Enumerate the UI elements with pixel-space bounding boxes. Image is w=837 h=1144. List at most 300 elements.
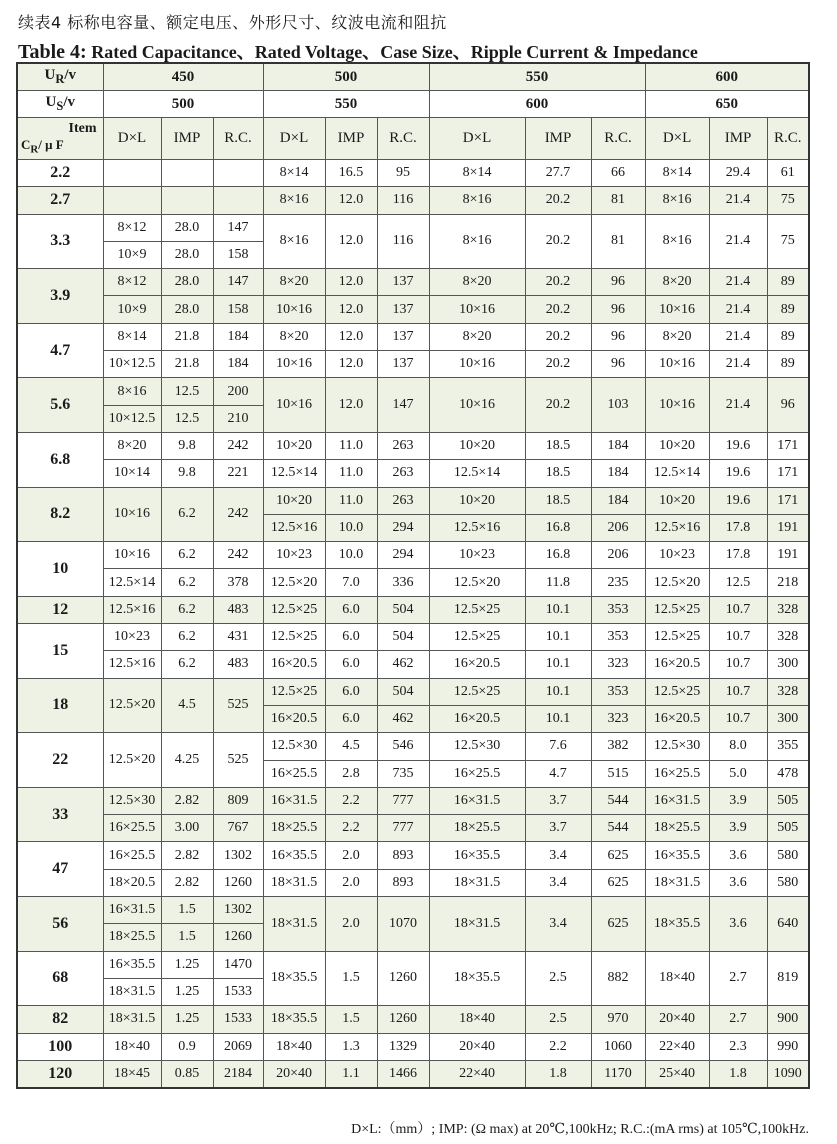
ur-header: $U_R/v$: [17, 63, 103, 91]
table-row: [17, 842, 809, 869]
rc-cell: 221: [213, 460, 263, 487]
imp-cell: 2.7: [709, 951, 767, 1006]
imp-cell: 12.5: [161, 378, 213, 405]
ur-value: 550: [429, 63, 645, 91]
rc-cell: 336: [377, 569, 429, 596]
empty-cell: [103, 187, 161, 214]
size-cell: 8×16: [103, 378, 161, 405]
size-cell: 12.5×25: [429, 596, 525, 623]
size-cell: 10×16: [263, 296, 325, 323]
rc-cell: 478: [767, 760, 809, 787]
size-cell: 8×12: [103, 269, 161, 296]
size-cell: 12.5×14: [645, 460, 709, 487]
rc-cell: 353: [591, 678, 645, 705]
size-cell: 10×14: [103, 460, 161, 487]
rc-cell: 353: [591, 596, 645, 623]
table-row: [17, 378, 809, 405]
capacitance-cell: 15: [17, 624, 103, 679]
rc-cell: 777: [377, 815, 429, 842]
rc-cell: 147: [213, 214, 263, 241]
imp-cell: 3.7: [525, 787, 591, 814]
size-cell: 16×35.5: [263, 842, 325, 869]
imp-cell: 10.1: [525, 651, 591, 678]
size-cell: 18×40: [103, 1033, 161, 1060]
table-row: [17, 351, 809, 378]
size-cell: 16×31.5: [263, 787, 325, 814]
rc-cell: 2069: [213, 1033, 263, 1060]
size-cell: 20×40: [429, 1033, 525, 1060]
size-cell: 18×25.5: [429, 815, 525, 842]
rc-cell: 483: [213, 596, 263, 623]
item-capacitance-corner: [17, 118, 103, 160]
size-cell: 18×35.5: [263, 951, 325, 1006]
size-cell: 18×40: [645, 951, 709, 1006]
size-cell: 16×20.5: [263, 705, 325, 732]
size-cell: 10×16: [429, 351, 525, 378]
capacitance-cell: 68: [17, 951, 103, 1006]
rc-cell: 210: [213, 405, 263, 432]
size-cell: 10×9: [103, 296, 161, 323]
size-cell: 12.5×14: [263, 460, 325, 487]
table-title: Rated Capacitance、Rated Voltage、Case Size、Ripple Current & Impedance: [91, 42, 698, 62]
imp-cell: 16.8: [525, 514, 591, 541]
rc-cell: 328: [767, 624, 809, 651]
empty-cell: [161, 187, 213, 214]
rc-cell: 1466: [377, 1060, 429, 1088]
imp-cell: 21.4: [709, 351, 767, 378]
size-cell: 8×20: [263, 269, 325, 296]
size-cell: 16×35.5: [103, 951, 161, 978]
table-row: [17, 733, 809, 760]
imp-cell: 9.8: [161, 460, 213, 487]
size-cell: 10×12.5: [103, 405, 161, 432]
rc-cell: 1260: [213, 869, 263, 896]
rc-cell: 504: [377, 678, 429, 705]
imp-cell: 12.0: [325, 296, 377, 323]
size-cell: 10×23: [429, 542, 525, 569]
rc-cell: 61: [767, 160, 809, 187]
column-header: D×L: [645, 118, 709, 160]
imp-cell: 2.0: [325, 897, 377, 952]
column-header: R.C.: [767, 118, 809, 160]
size-cell: 12.5×25: [263, 596, 325, 623]
empty-cell: [213, 160, 263, 187]
table-row: [17, 569, 809, 596]
rc-cell: 89: [767, 351, 809, 378]
capacitance-cell: 22: [17, 733, 103, 788]
rc-cell: 809: [213, 787, 263, 814]
size-cell: 10×20: [429, 432, 525, 459]
size-cell: 8×20: [645, 323, 709, 350]
rc-cell: 355: [767, 733, 809, 760]
rc-cell: 1302: [213, 897, 263, 924]
column-header: IMP: [325, 118, 377, 160]
imp-cell: 20.2: [525, 214, 591, 269]
rc-cell: 1533: [213, 978, 263, 1005]
size-cell: 10×16: [263, 351, 325, 378]
table-row: [17, 296, 809, 323]
imp-cell: 10.7: [709, 678, 767, 705]
table-row: [17, 542, 809, 569]
imp-cell: 12.0: [325, 323, 377, 350]
rc-cell: 158: [213, 296, 263, 323]
footnote: D×L:（mm）; IMP: (Ω max) at 20℃,100kHz; R.C.:(mA rms) at 105℃,100kHz.: [351, 1122, 809, 1137]
imp-cell: 20.2: [525, 323, 591, 350]
rc-cell: 89: [767, 323, 809, 350]
size-cell: 8×16: [429, 187, 525, 214]
imp-cell: 2.82: [161, 787, 213, 814]
us-value: 600: [429, 91, 645, 118]
column-header: R.C.: [591, 118, 645, 160]
surge-voltage-row: [17, 91, 809, 118]
column-header: D×L: [263, 118, 325, 160]
size-cell: 16×25.5: [645, 760, 709, 787]
imp-cell: 10.7: [709, 624, 767, 651]
imp-cell: 18.5: [525, 460, 591, 487]
size-cell: 10×9: [103, 241, 161, 268]
table-row: [17, 214, 809, 241]
size-cell: 10×20: [645, 487, 709, 514]
rc-cell: 116: [377, 214, 429, 269]
rc-cell: 625: [591, 897, 645, 952]
rc-cell: 81: [591, 214, 645, 269]
size-cell: 18×20.5: [103, 869, 161, 896]
imp-cell: 27.7: [525, 160, 591, 187]
imp-cell: 3.6: [709, 869, 767, 896]
imp-cell: 12.0: [325, 378, 377, 433]
size-cell: 10×20: [263, 487, 325, 514]
size-cell: 8×20: [103, 432, 161, 459]
imp-cell: 6.2: [161, 487, 213, 542]
imp-cell: 20.2: [525, 378, 591, 433]
rc-cell: 137: [377, 296, 429, 323]
imp-cell: 2.5: [525, 951, 591, 1006]
us-header: $U_S/v$: [17, 91, 103, 118]
rc-cell: 462: [377, 705, 429, 732]
imp-cell: 3.6: [709, 897, 767, 952]
imp-cell: 19.6: [709, 432, 767, 459]
rc-cell: 777: [377, 787, 429, 814]
rc-cell: 819: [767, 951, 809, 1006]
rc-cell: 893: [377, 842, 429, 869]
rc-cell: 171: [767, 487, 809, 514]
us-value: 500: [103, 91, 263, 118]
capacitance-cell: 8.2: [17, 487, 103, 542]
imp-cell: 6.0: [325, 651, 377, 678]
imp-cell: 11.0: [325, 460, 377, 487]
imp-cell: 12.5: [161, 405, 213, 432]
imp-cell: 10.1: [525, 596, 591, 623]
size-cell: 12.5×30: [645, 733, 709, 760]
table-row: [17, 323, 809, 350]
size-cell: 10×20: [263, 432, 325, 459]
imp-cell: 20.2: [525, 269, 591, 296]
imp-cell: 3.9: [709, 787, 767, 814]
imp-cell: 2.2: [325, 787, 377, 814]
size-cell: 20×40: [263, 1060, 325, 1088]
empty-cell: [213, 187, 263, 214]
us-value: 650: [645, 91, 809, 118]
table-row: [17, 187, 809, 214]
ur-value: 600: [645, 63, 809, 91]
imp-cell: 18.5: [525, 487, 591, 514]
capacitor-spec-table: [16, 62, 810, 1089]
rc-cell: 263: [377, 432, 429, 459]
size-cell: 18×31.5: [645, 869, 709, 896]
imp-cell: 16.5: [325, 160, 377, 187]
rc-cell: 89: [767, 296, 809, 323]
rc-cell: 525: [213, 733, 263, 788]
size-cell: 18×25.5: [263, 815, 325, 842]
size-cell: 18×31.5: [429, 897, 525, 952]
size-cell: 12.5×30: [263, 733, 325, 760]
ur-value: 500: [263, 63, 429, 91]
size-cell: 8×20: [429, 323, 525, 350]
size-cell: 16×20.5: [645, 651, 709, 678]
column-header: IMP: [709, 118, 767, 160]
rc-cell: 242: [213, 487, 263, 542]
item-label: Item: [68, 121, 97, 136]
imp-cell: 21.4: [709, 269, 767, 296]
size-cell: 12.5×20: [645, 569, 709, 596]
imp-cell: 6.2: [161, 569, 213, 596]
imp-cell: 21.4: [709, 296, 767, 323]
table-row: [17, 869, 809, 896]
size-cell: 8×14: [429, 160, 525, 187]
rc-cell: 2184: [213, 1060, 263, 1088]
rc-cell: 103: [591, 378, 645, 433]
size-cell: 8×16: [645, 187, 709, 214]
imp-cell: 2.2: [325, 815, 377, 842]
size-cell: 12.5×25: [263, 624, 325, 651]
imp-cell: 2.82: [161, 869, 213, 896]
table-row: [17, 1033, 809, 1060]
size-cell: 10×23: [645, 542, 709, 569]
rc-cell: 89: [767, 269, 809, 296]
rc-cell: 184: [213, 323, 263, 350]
table-label: Table 4:: [18, 41, 87, 63]
imp-cell: 21.8: [161, 323, 213, 350]
rc-cell: 300: [767, 651, 809, 678]
rc-cell: 1329: [377, 1033, 429, 1060]
size-cell: 22×40: [645, 1033, 709, 1060]
imp-cell: 12.0: [325, 269, 377, 296]
imp-cell: 6.0: [325, 678, 377, 705]
size-cell: 8×20: [263, 323, 325, 350]
rc-cell: 625: [591, 869, 645, 896]
rc-cell: 294: [377, 514, 429, 541]
size-cell: 12.5×25: [645, 678, 709, 705]
imp-cell: 0.9: [161, 1033, 213, 1060]
column-header: R.C.: [213, 118, 263, 160]
size-cell: 10×20: [645, 432, 709, 459]
imp-cell: 2.7: [709, 1006, 767, 1033]
rc-cell: 95: [377, 160, 429, 187]
imp-cell: 10.7: [709, 596, 767, 623]
rc-cell: 300: [767, 705, 809, 732]
size-cell: 18×45: [103, 1060, 161, 1088]
size-cell: 16×31.5: [429, 787, 525, 814]
imp-cell: 4.25: [161, 733, 213, 788]
rc-cell: 147: [213, 269, 263, 296]
imp-cell: 1.25: [161, 951, 213, 978]
rc-cell: 242: [213, 542, 263, 569]
imp-cell: 28.0: [161, 241, 213, 268]
us-value: 550: [263, 91, 429, 118]
size-cell: 12.5×20: [103, 678, 161, 733]
imp-cell: 4.5: [161, 678, 213, 733]
imp-cell: 3.9: [709, 815, 767, 842]
size-cell: 18×25.5: [645, 815, 709, 842]
imp-cell: 2.2: [525, 1033, 591, 1060]
capacitance-cell: 3.9: [17, 269, 103, 324]
size-cell: 8×16: [429, 214, 525, 269]
imp-cell: 1.25: [161, 1006, 213, 1033]
rc-cell: 75: [767, 187, 809, 214]
rc-cell: 505: [767, 815, 809, 842]
imp-cell: 3.4: [525, 842, 591, 869]
capacitance-cell: 82: [17, 1006, 103, 1033]
rc-cell: 263: [377, 460, 429, 487]
size-cell: 16×20.5: [263, 651, 325, 678]
size-cell: 16×31.5: [645, 787, 709, 814]
rc-cell: 1170: [591, 1060, 645, 1088]
size-cell: 22×40: [429, 1060, 525, 1088]
rc-cell: 184: [591, 487, 645, 514]
size-cell: 10×20: [429, 487, 525, 514]
imp-cell: 2.5: [525, 1006, 591, 1033]
imp-cell: 29.4: [709, 160, 767, 187]
rc-cell: 625: [591, 842, 645, 869]
title-chinese: 续表4 标称电容量、额定电压、外形尺寸、纹波电流和阻抗: [18, 13, 447, 32]
rc-cell: 191: [767, 514, 809, 541]
imp-cell: 28.0: [161, 296, 213, 323]
size-cell: 18×35.5: [645, 897, 709, 952]
rc-cell: 525: [213, 678, 263, 733]
imp-cell: 7.0: [325, 569, 377, 596]
rc-cell: 1260: [213, 924, 263, 951]
rc-cell: 382: [591, 733, 645, 760]
size-cell: 8×14: [263, 160, 325, 187]
imp-cell: 2.8: [325, 760, 377, 787]
size-cell: 25×40: [645, 1060, 709, 1088]
rc-cell: 96: [591, 323, 645, 350]
size-cell: 16×35.5: [429, 842, 525, 869]
imp-cell: 3.4: [525, 897, 591, 952]
size-cell: 16×35.5: [645, 842, 709, 869]
imp-cell: 6.2: [161, 542, 213, 569]
size-cell: 8×12: [103, 214, 161, 241]
imp-cell: 17.8: [709, 542, 767, 569]
rc-cell: 353: [591, 624, 645, 651]
imp-cell: 10.7: [709, 705, 767, 732]
size-cell: 10×16: [645, 378, 709, 433]
size-cell: 10×23: [263, 542, 325, 569]
size-cell: 8×16: [645, 214, 709, 269]
imp-cell: 1.25: [161, 978, 213, 1005]
imp-cell: 2.0: [325, 842, 377, 869]
rc-cell: 171: [767, 432, 809, 459]
rc-cell: 328: [767, 596, 809, 623]
imp-cell: 6.0: [325, 596, 377, 623]
table-row: [17, 487, 809, 514]
rc-cell: 1533: [213, 1006, 263, 1033]
capacitance-cell: 2.7: [17, 187, 103, 214]
rc-cell: 504: [377, 596, 429, 623]
size-cell: 10×16: [429, 378, 525, 433]
rc-cell: 242: [213, 432, 263, 459]
rc-cell: 1070: [377, 897, 429, 952]
size-cell: 12.5×25: [263, 678, 325, 705]
imp-cell: 7.6: [525, 733, 591, 760]
imp-cell: 1.5: [161, 897, 213, 924]
imp-cell: 12.0: [325, 351, 377, 378]
imp-cell: 1.1: [325, 1060, 377, 1088]
table-row: [17, 678, 809, 705]
title-english: [18, 38, 698, 64]
imp-cell: 4.7: [525, 760, 591, 787]
size-cell: 16×20.5: [429, 705, 525, 732]
rc-cell: 191: [767, 542, 809, 569]
capacitance-cell: 100: [17, 1033, 103, 1060]
imp-cell: 3.00: [161, 815, 213, 842]
size-cell: 18×31.5: [103, 978, 161, 1005]
imp-cell: 10.1: [525, 705, 591, 732]
imp-cell: 19.6: [709, 487, 767, 514]
empty-cell: [161, 160, 213, 187]
size-cell: 16×25.5: [263, 760, 325, 787]
imp-cell: 10.1: [525, 678, 591, 705]
size-cell: 8×16: [263, 187, 325, 214]
rc-cell: 640: [767, 897, 809, 952]
column-header: D×L: [429, 118, 525, 160]
size-cell: 18×35.5: [263, 1006, 325, 1033]
size-cell: 10×16: [645, 351, 709, 378]
rc-cell: 544: [591, 815, 645, 842]
size-cell: 10×16: [645, 296, 709, 323]
rc-cell: 75: [767, 214, 809, 269]
imp-cell: 11.0: [325, 487, 377, 514]
size-cell: 12.5×16: [103, 596, 161, 623]
imp-cell: 20.2: [525, 187, 591, 214]
size-cell: 12.5×25: [429, 678, 525, 705]
table-row: [17, 1006, 809, 1033]
capacitance-cell: 33: [17, 787, 103, 842]
imp-cell: 6.2: [161, 651, 213, 678]
rc-cell: 184: [591, 460, 645, 487]
rc-cell: 1060: [591, 1033, 645, 1060]
capacitance-cell: 2.2: [17, 160, 103, 187]
rc-cell: 137: [377, 351, 429, 378]
rc-cell: 580: [767, 869, 809, 896]
capacitance-cell: 120: [17, 1060, 103, 1088]
rc-cell: 1260: [377, 1006, 429, 1033]
size-cell: 12.5×25: [645, 624, 709, 651]
rc-cell: 378: [213, 569, 263, 596]
size-cell: 18×35.5: [429, 951, 525, 1006]
imp-cell: 19.6: [709, 460, 767, 487]
table-row: [17, 815, 809, 842]
rc-cell: 158: [213, 241, 263, 268]
imp-cell: 6.0: [325, 624, 377, 651]
imp-cell: 10.0: [325, 514, 377, 541]
imp-cell: 11.8: [525, 569, 591, 596]
imp-cell: 1.5: [161, 924, 213, 951]
rc-cell: 893: [377, 869, 429, 896]
capacitance-label: $C_R/$ μ F: [21, 137, 64, 156]
size-cell: 12.5×14: [429, 460, 525, 487]
table-row: [17, 787, 809, 814]
